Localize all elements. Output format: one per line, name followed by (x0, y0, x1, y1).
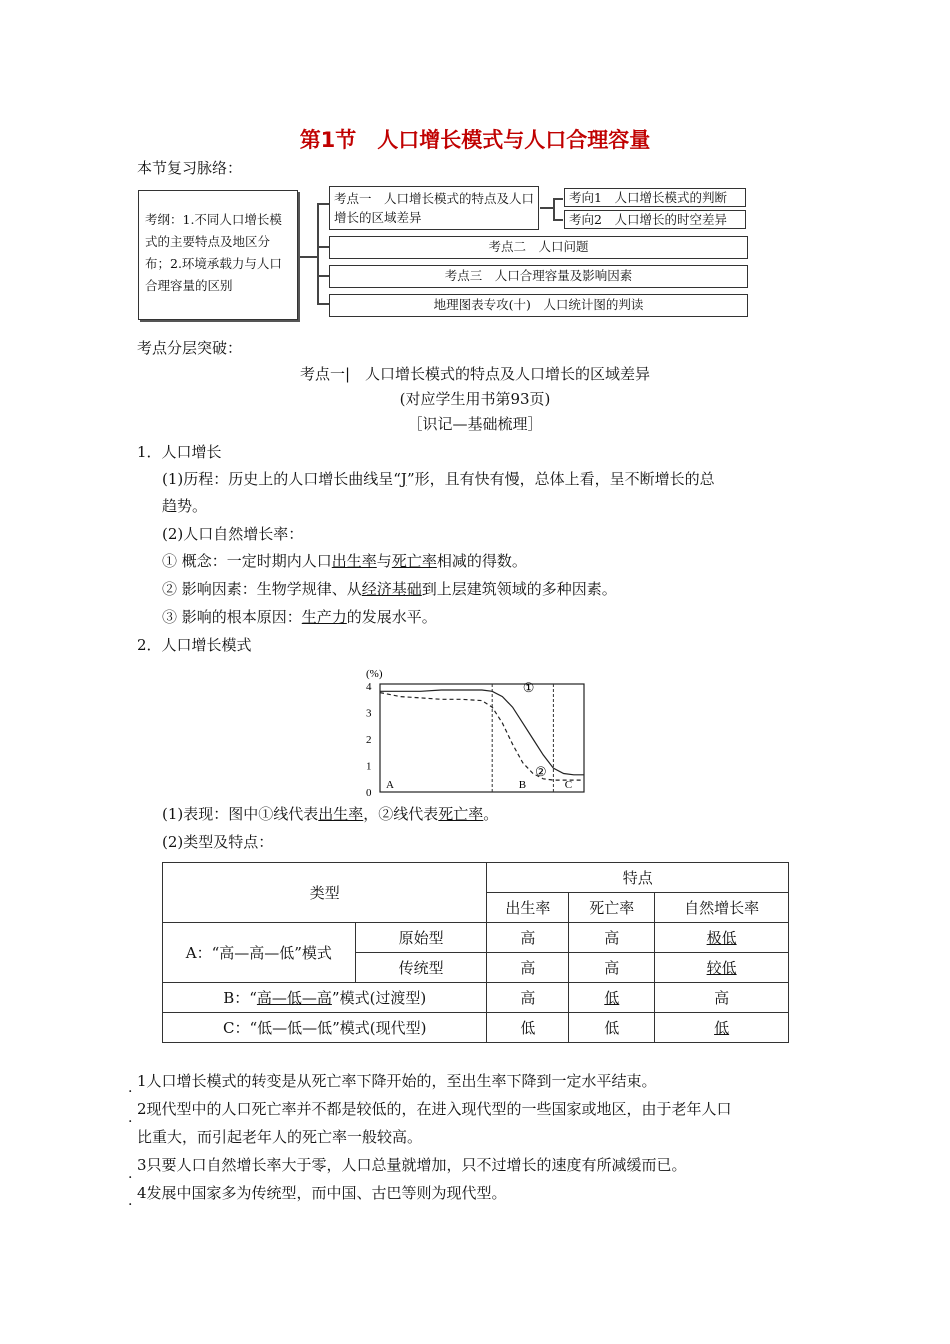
table-row (163, 923, 789, 953)
bullet-dot: . (128, 1110, 133, 1126)
concept-line: ① 概念：一定时期内人口出生率与死亡率相减的得数。 (162, 552, 527, 570)
page-title: 第1节 人口增长模式与人口合理容量 (299, 128, 651, 152)
point1-box: 考点一 人口增长模式的特点及人口增长的区域差异 (329, 186, 539, 230)
cell: 较低 (655, 953, 789, 983)
mode-c-label: C：“低—低—低”模式(现代型) (163, 1013, 487, 1043)
y-tick-label: 3 (366, 707, 372, 720)
breakthrough-label: 考点分层突破： (137, 339, 243, 357)
mode-a-label: A：“高—高—低”模式 (163, 923, 356, 983)
cell: 低 (569, 1013, 655, 1043)
recall-label: ［识记—基础梳理］ (407, 415, 543, 433)
series-label: ① (522, 679, 535, 695)
cell: 高 (569, 953, 655, 983)
cell: 低 (655, 1013, 789, 1043)
y-axis-label: (%) (366, 668, 383, 680)
history-line-cont: 趋势。 (162, 497, 208, 515)
bullet-dot: . (128, 1166, 133, 1182)
review-label: 本节复习脉络： (137, 159, 243, 177)
note-1: 1人口增长模式的转变是从死亡率下降开始的，至出生率下降到一定水平结束。 (137, 1072, 657, 1090)
cell: 低 (569, 983, 655, 1013)
expression-line: (1)表现：图中①线代表出生率，②线代表死亡率。 (162, 805, 499, 823)
mode-b-label: B：“高—低—高”模式(过渡型) (163, 983, 487, 1013)
growth-chart (360, 664, 590, 800)
y-tick-label: 0 (366, 787, 372, 799)
cell: 高 (487, 923, 569, 953)
table-row (163, 1013, 789, 1043)
stage-label: A (386, 779, 394, 791)
stage-label: B (518, 779, 527, 791)
root-cause-line: ③ 影响的根本原因：生产力的发展水平。 (162, 608, 437, 626)
primitive-type: 原始型 (355, 923, 487, 953)
bullet-dot: . (128, 1193, 133, 1209)
y-tick-label: 2 (366, 734, 372, 746)
header-birth-rate: 出生率 (487, 893, 569, 923)
cell: 极低 (655, 923, 789, 953)
history-line: (1)历程：历史上的人口增长曲线呈“J”形，且有快有慢，总体上看，呈不断增长的总 (162, 470, 715, 488)
cell: 低 (487, 1013, 569, 1043)
point2-box: 考点二 人口问题 (329, 236, 748, 259)
book-reference: (对应学生用书第93页) (399, 390, 551, 408)
note-2-cont: 比重大，而引起老年人的死亡率一般较高。 (137, 1128, 423, 1146)
bullet-dot: . (128, 1080, 133, 1096)
factors-line: ② 影响因素：生物学规律、从经济基础到上层建筑领域的多种因素。 (162, 580, 617, 598)
traditional-type: 传统型 (355, 953, 487, 983)
table-row (163, 983, 789, 1013)
cell: 高 (655, 983, 789, 1013)
types-label: (2)类型及特点： (162, 833, 274, 851)
cell: 高 (487, 983, 569, 1013)
syllabus-box: 考纲：1.不同人口增长模式的主要特点及地区分布；2.环境承载力与人口合理容量的区别 (138, 190, 298, 320)
series-line (380, 690, 584, 775)
y-tick-label: 1 (366, 760, 372, 773)
note-4: 4发展中国家多为传统型，而中国、古巴等则为现代型。 (137, 1184, 507, 1202)
note-3: 3只要人口自然增长率大于零，人口总量就增加，只不过增长的速度有所减缓而已。 (137, 1156, 687, 1174)
heading-population-growth: 1．人口增长 (137, 443, 222, 461)
direction1-box: 考向1 人口增长模式的判断 (564, 188, 746, 207)
section-heading: 考点一| 人口增长模式的特点及人口增长的区域差异 (299, 365, 651, 383)
header-features: 特点 (487, 863, 789, 893)
series-label: ② (535, 764, 547, 780)
header-death-rate: 死亡率 (569, 893, 655, 923)
special-topic-box: 地理图表专攻(十) 人口统计图的判读 (329, 294, 748, 317)
cell: 高 (569, 923, 655, 953)
y-tick-label: 4 (366, 681, 372, 693)
header-natural-rate: 自然增长率 (655, 893, 789, 923)
growth-mode-table (162, 862, 789, 1043)
note-2: 2现代型中的人口死亡率并不都是较低的，在进入现代型的一些国家或地区，由于老年人口 (137, 1100, 732, 1118)
natural-rate-label: (2)人口自然增长率： (162, 525, 304, 543)
header-type: 类型 (163, 863, 487, 923)
direction2-box: 考向2 人口增长的时空差异 (564, 210, 746, 229)
point3-box: 考点三 人口合理容量及影响因素 (329, 265, 748, 288)
heading-growth-mode: 2．人口增长模式 (137, 636, 252, 654)
cell: 高 (487, 953, 569, 983)
stage-label: C (564, 779, 573, 791)
